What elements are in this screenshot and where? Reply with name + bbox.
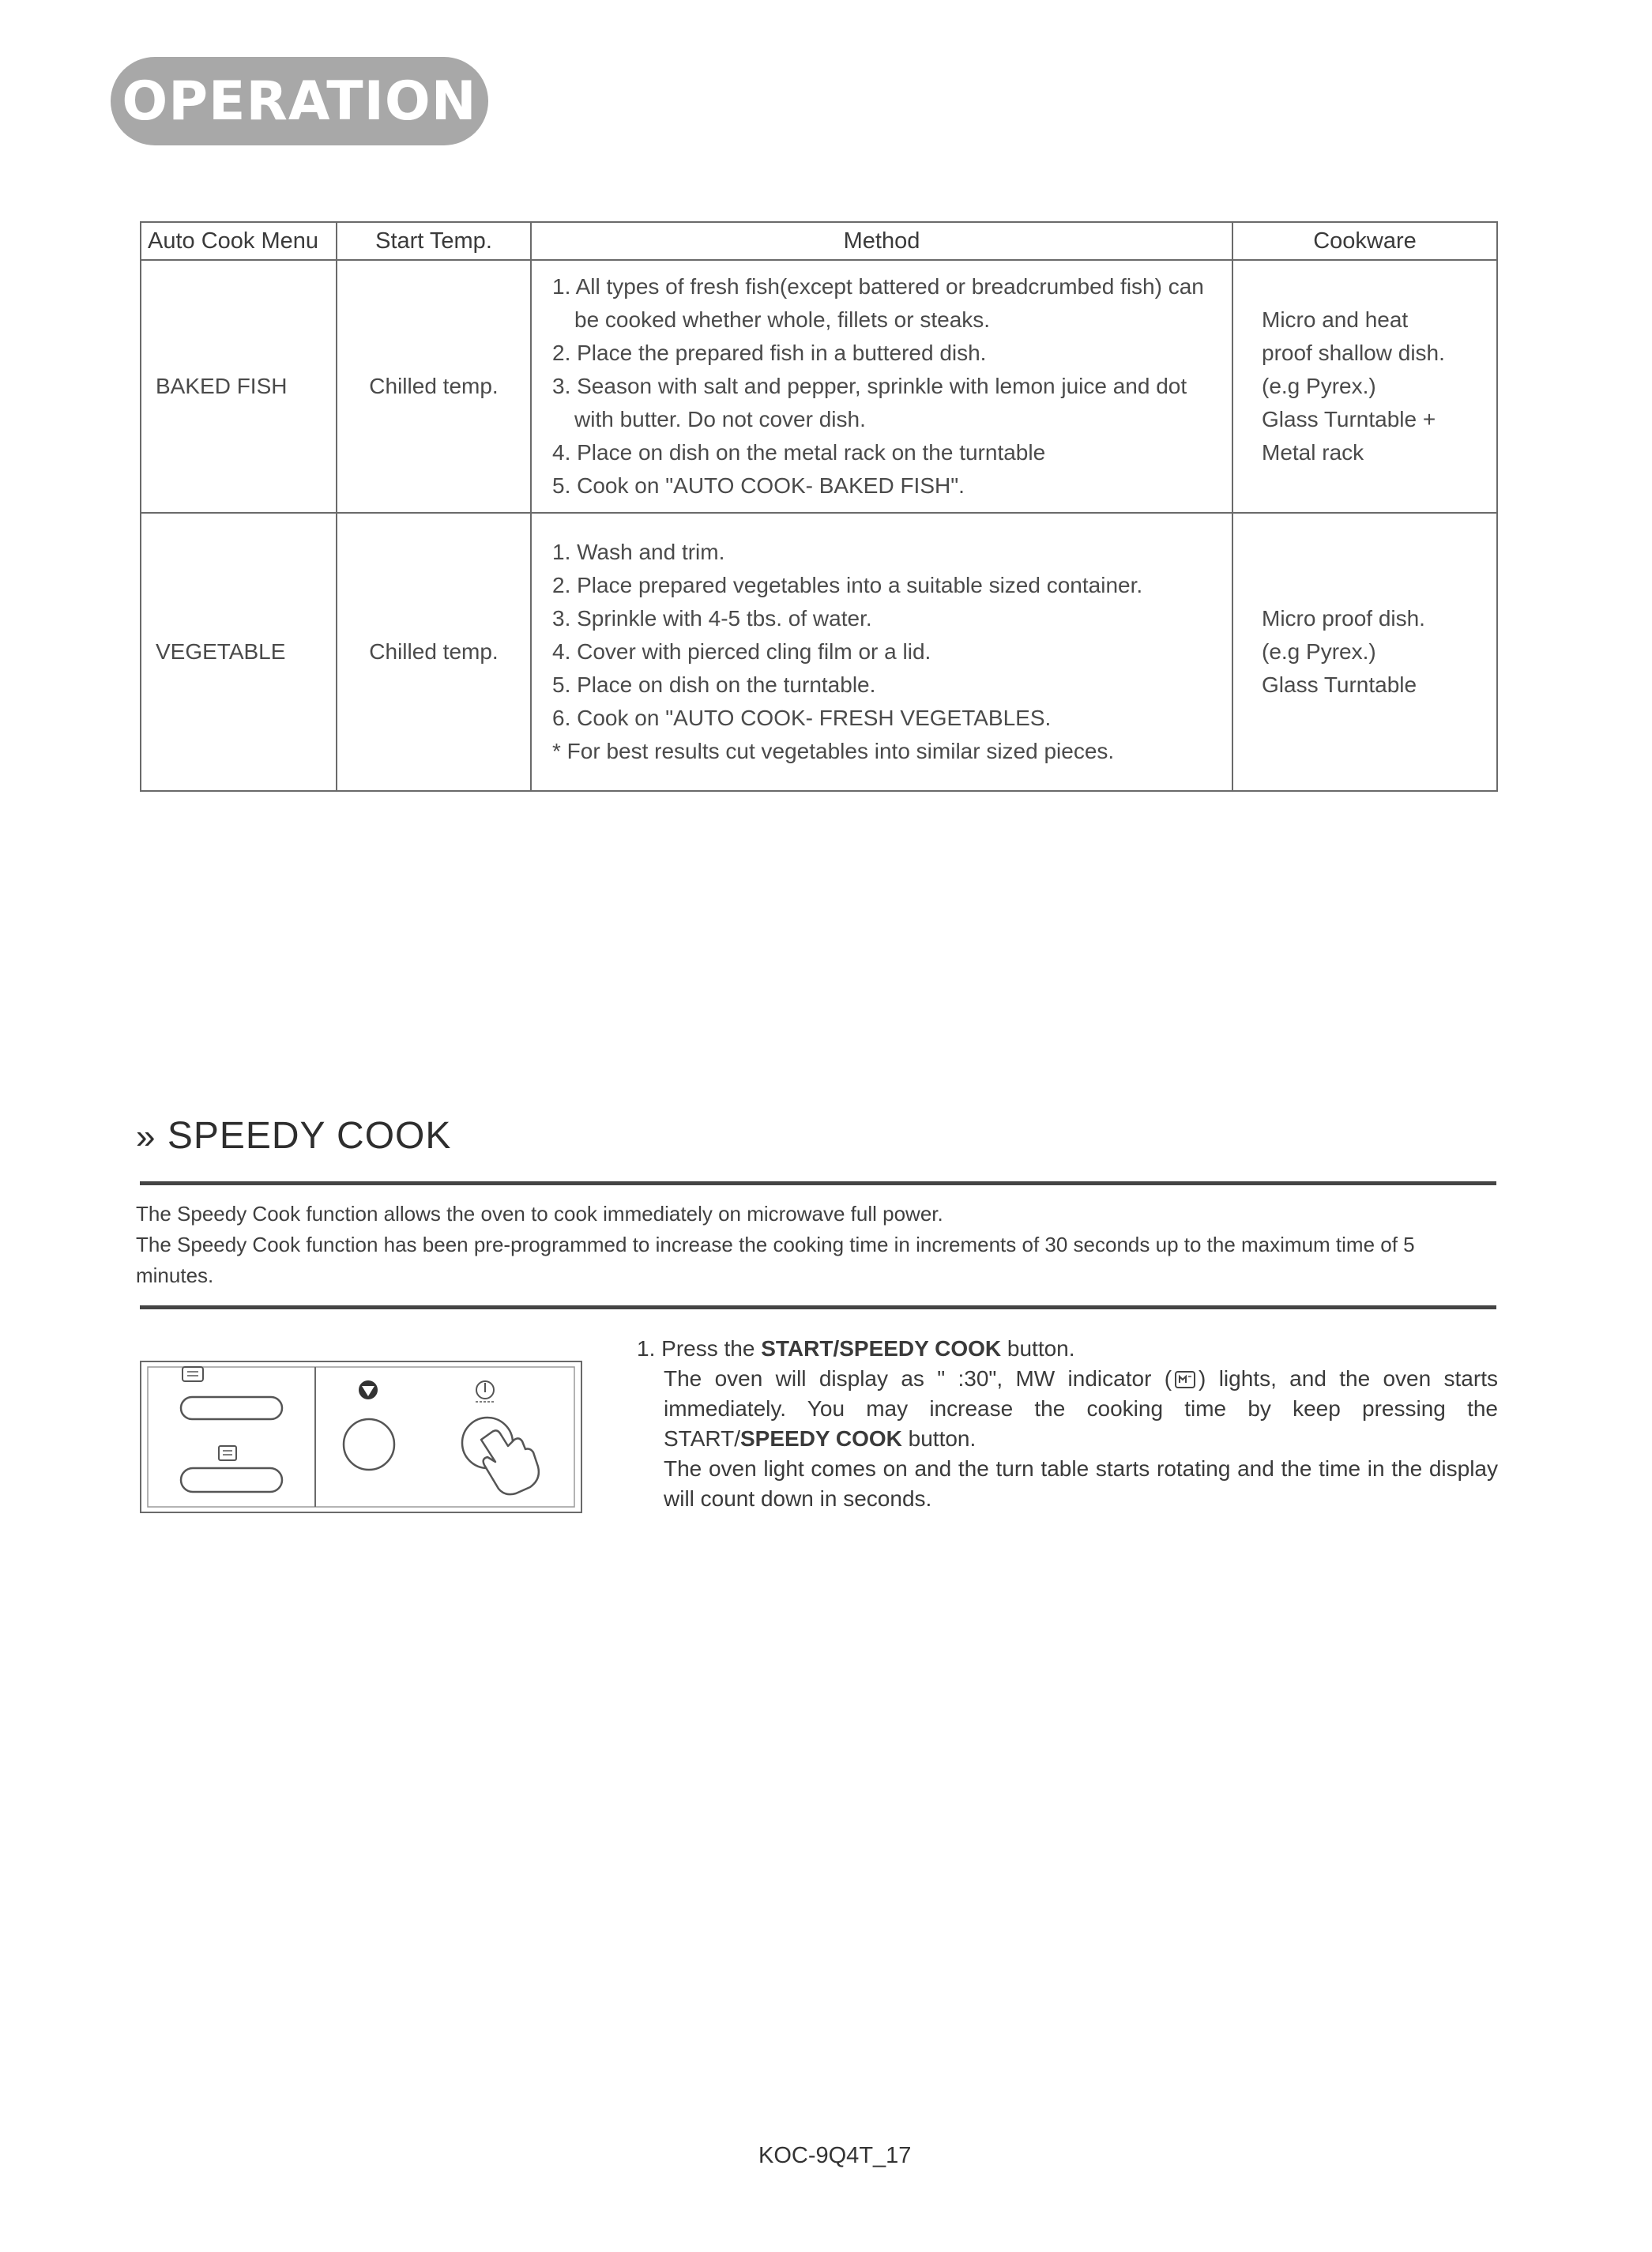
cookware-cell — [1232, 260, 1497, 513]
step-body-text: The oven will display as " :30", MW indicator ( — [664, 1366, 1172, 1391]
start-speedy-cook-label: START/SPEEDY COOK — [761, 1336, 1002, 1361]
step-description: The oven light comes on and the turn table starts rotating and the time in the display will count down in seconds. — [664, 1456, 1498, 1511]
method-step: 4. Cover with pierced cling film or a lid. — [552, 639, 931, 664]
step-body-text: ) lights, and the oven starts immediately. You may increase the cooking time by keep pressing the START/ — [664, 1366, 1498, 1451]
page-footer: KOC-9Q4T_17 — [758, 2143, 912, 2168]
heading-text: SPEEDY COOK — [167, 1115, 452, 1157]
step-action-suffix: button. — [1001, 1336, 1075, 1361]
intro-paragraph: The Speedy Cook function has been pre-programmed to increase the cooking time in increments of 30 seconds up to the maximum time of 5 minutes. — [136, 1233, 1415, 1287]
speedy-cook-intro — [136, 1199, 1479, 1291]
cookware-line: Glass Turntable + — [1262, 407, 1436, 431]
step-action — [637, 1334, 1498, 1364]
table-header-row — [141, 222, 1497, 260]
table-row — [141, 513, 1497, 791]
mw-indicator-icon — [1174, 1369, 1196, 1390]
table-row — [141, 260, 1497, 513]
heading-arrows: » — [136, 1117, 156, 1156]
divider-top — [140, 1181, 1496, 1185]
cookware-line: Glass Turntable — [1262, 672, 1417, 697]
speedy-cook-heading — [136, 1114, 451, 1158]
step-description — [637, 1364, 1498, 1454]
temp-cell: Chilled temp. — [337, 260, 531, 513]
cookware-line: (e.g Pyrex.) — [1262, 639, 1376, 664]
section-header-title: OPERATION — [122, 70, 477, 133]
stop-cancel-icon — [359, 1380, 378, 1399]
cookware-line: (e.g Pyrex.) — [1262, 374, 1376, 398]
header-cookware: Cookware — [1232, 222, 1497, 260]
temp-cell: Chilled temp. — [337, 513, 531, 791]
method-cell — [531, 260, 1232, 513]
section-header-badge — [111, 57, 488, 145]
method-step: 1. Wash and trim. — [552, 540, 725, 564]
control-panel-illustration — [140, 1361, 582, 1513]
menu-cell: BAKED FISH — [141, 260, 337, 513]
divider-bottom — [140, 1305, 1496, 1309]
cookware-cell — [1232, 513, 1497, 791]
method-step: 3. Season with salt and pepper, sprinkle with lemon juice and dot with butter. Do not cover dish. — [552, 374, 1187, 431]
speedy-cook-label: SPEEDY COOK — [739, 1426, 902, 1451]
method-step: 5. Cook on "AUTO COOK- BAKED FISH". — [552, 473, 965, 498]
method-cell — [531, 513, 1232, 791]
step-body-text: button. — [901, 1426, 977, 1451]
intro-paragraph: The Speedy Cook function allows the oven to cook immediately on microwave full power. — [136, 1202, 943, 1226]
speedy-cook-instructions — [637, 1334, 1498, 1514]
cookware-line: Micro proof dish. — [1262, 606, 1425, 631]
cookware-line: proof shallow dish. — [1262, 341, 1445, 365]
cookware-line: Metal rack — [1262, 440, 1364, 465]
method-step: 5. Place on dish on the turntable. — [552, 672, 876, 697]
method-step: 3. Sprinkle with 4-5 tbs. of water. — [552, 606, 872, 631]
step-number: 1. — [637, 1336, 656, 1361]
header-start-temp: Start Temp. — [337, 222, 531, 260]
method-step: 2. Place prepared vegetables into a suitable sized container. — [552, 573, 1143, 597]
header-method: Method — [531, 222, 1232, 260]
method-step: * For best results cut vegetables into similar sized pieces. — [552, 739, 1115, 763]
menu-cell: VEGETABLE — [141, 513, 337, 791]
auto-cook-table — [140, 221, 1498, 792]
step-action-prefix: Press the — [661, 1336, 762, 1361]
cookware-line: Micro and heat — [1262, 307, 1409, 332]
method-step: 1. All types of fresh fish(except battered or breadcrumbed fish) can be cooked whether whole, fillets or steaks. — [552, 274, 1204, 332]
method-step: 4. Place on dish on the metal rack on the turntable — [552, 440, 1046, 465]
method-step: 2. Place the prepared fish in a buttered dish. — [552, 341, 987, 365]
header-auto-cook-menu: Auto Cook Menu — [141, 222, 337, 260]
method-step: 6. Cook on "AUTO COOK- FRESH VEGETABLES. — [552, 706, 1052, 730]
